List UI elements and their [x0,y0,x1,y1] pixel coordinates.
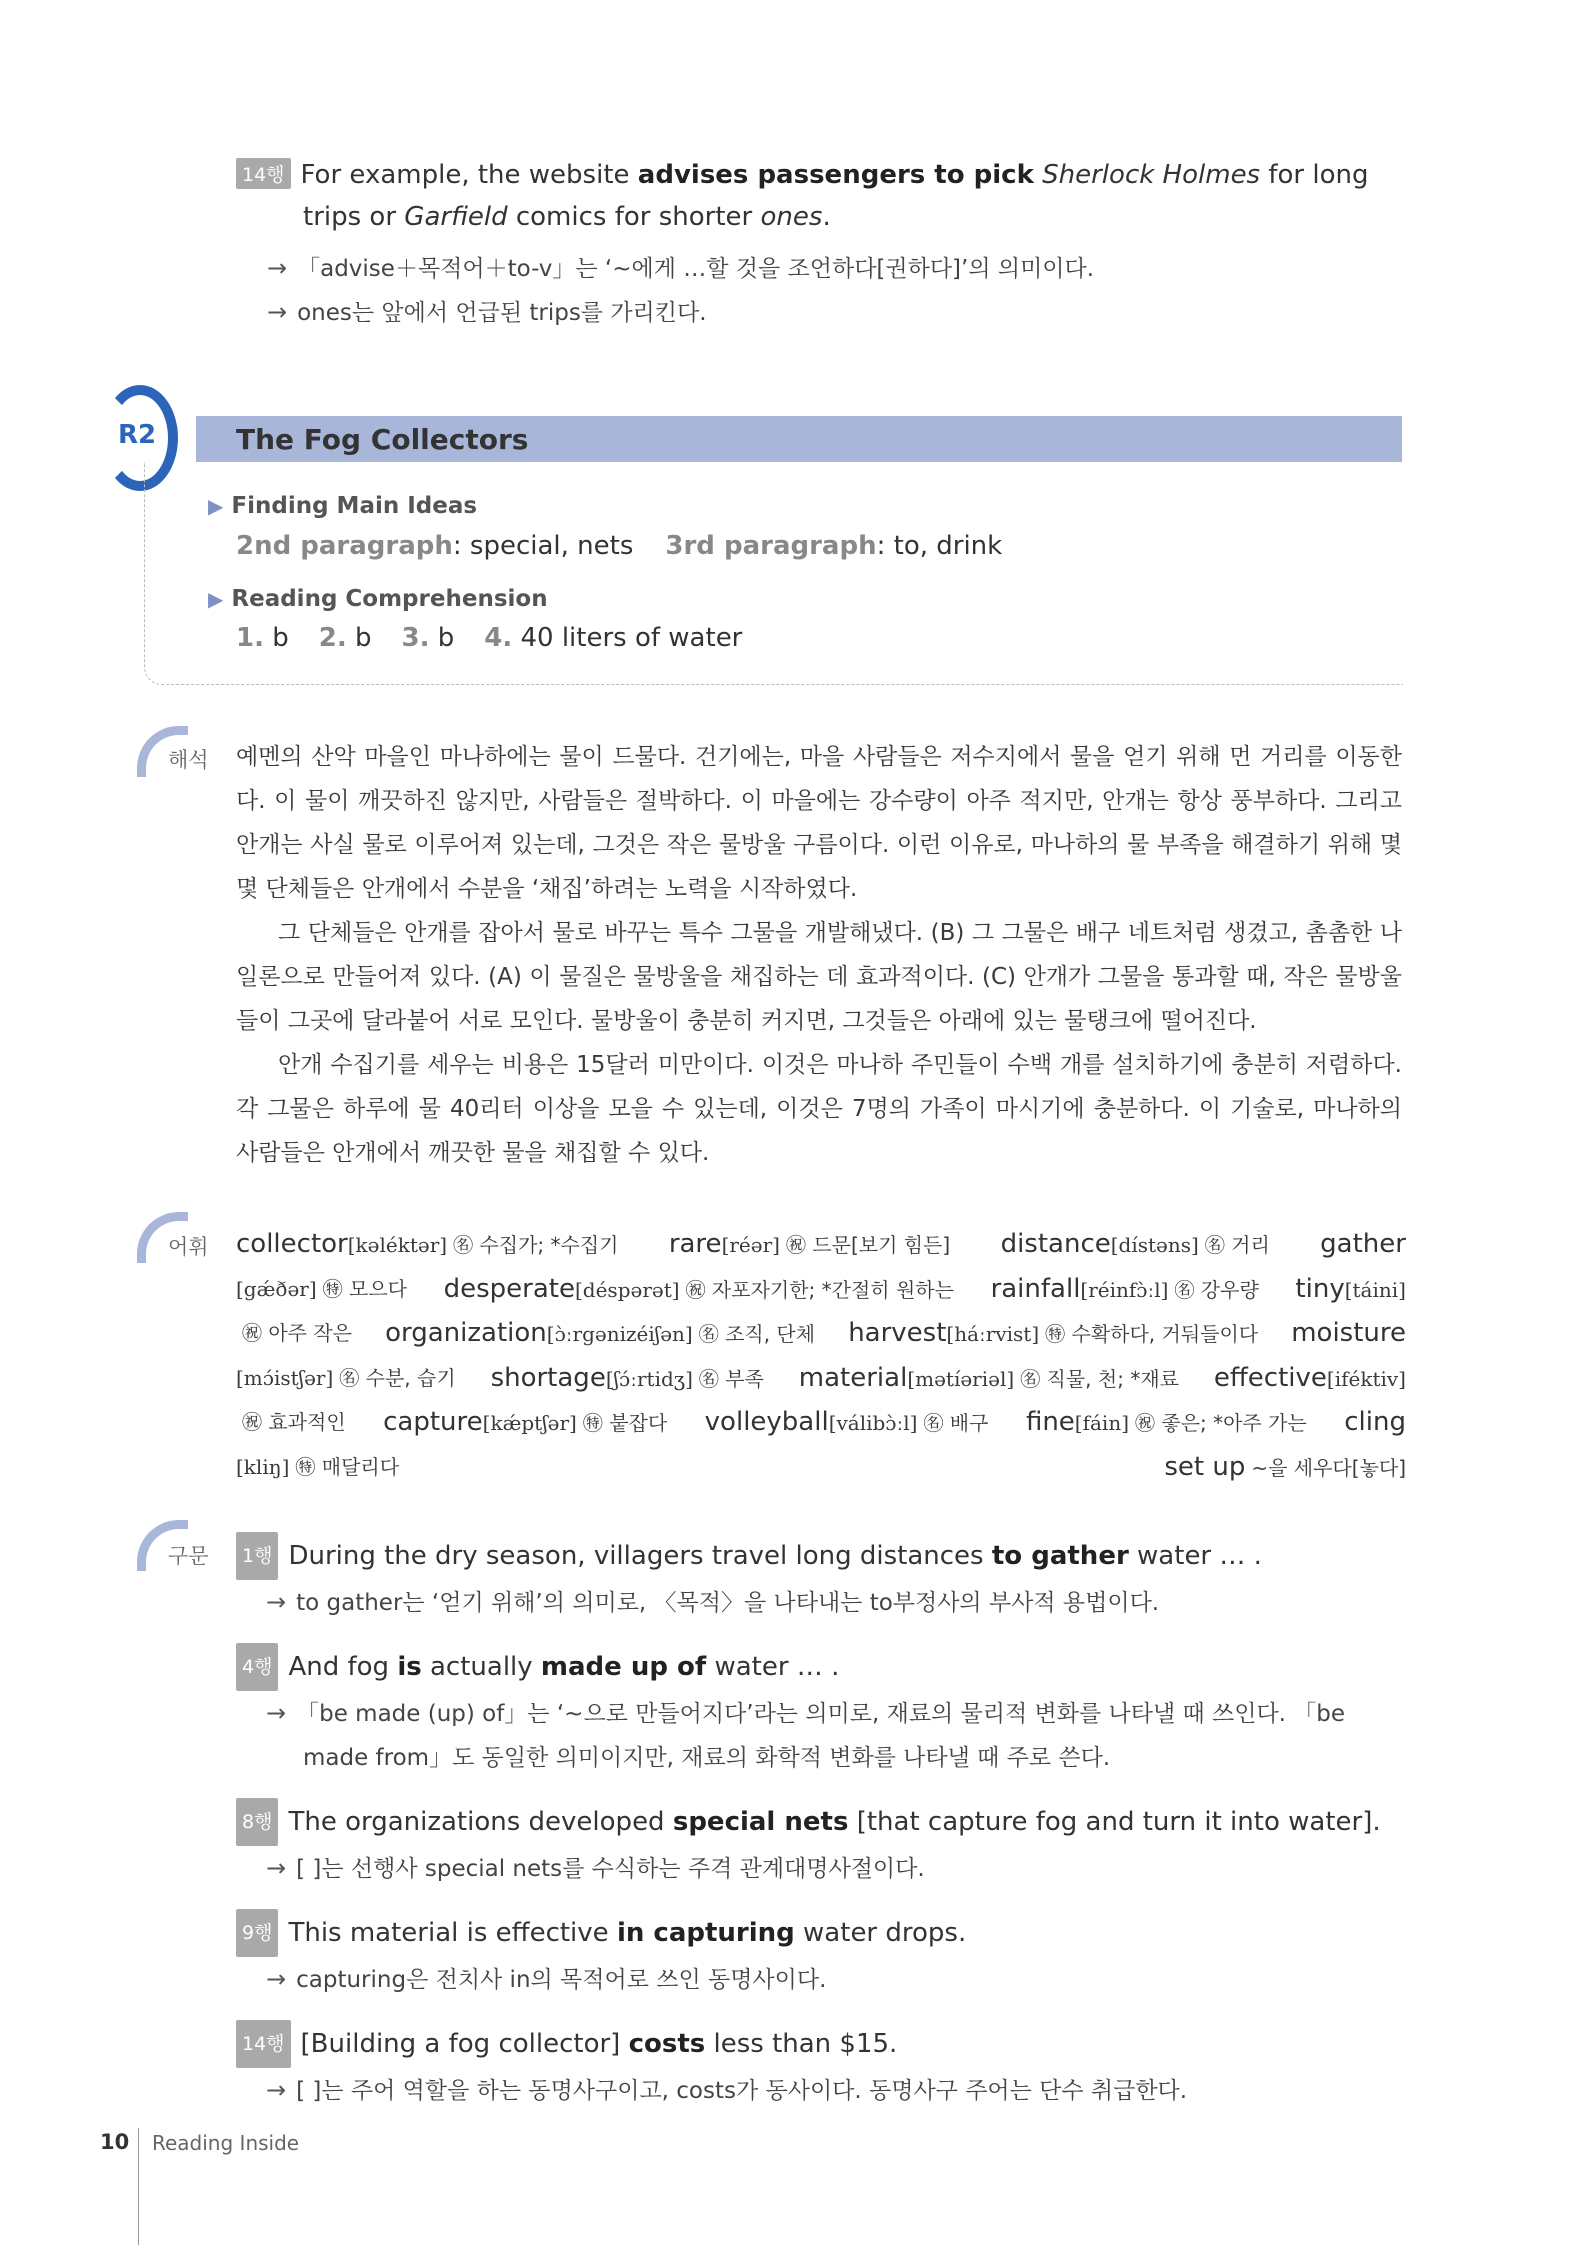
footer-divider [138,2128,139,2245]
line-ref-tag: 8행 [236,1798,278,1846]
vocab-entry [444,1267,954,1312]
top-sentence-line1: 14행 For example, the website advises passengers to pick Sherlock Holmes for long [236,158,1369,190]
vocab-entry [799,1356,1179,1401]
vocab-entry [1344,1400,1406,1445]
vocab-phonetic: [táini] [1344,1277,1406,1302]
syntax-text: The organizations developed [288,1807,673,1837]
vocab-word: moisture [1291,1318,1406,1348]
line-ref-tag: 14행 [236,2020,291,2068]
comprehension-heading: ▶ Reading Comprehension [208,586,548,612]
vocab-entry [236,1400,346,1445]
vocab-word: collector [236,1229,348,1259]
syntax-item [236,1798,1406,1891]
translation-body [236,735,1402,1175]
vocab-phonetic: [háːrvist] [946,1322,1040,1346]
syntax-sentence [236,1532,1406,1580]
syntax-text: water … . [706,1652,840,1682]
syntax-note: → [ ]는 선행사 special nets를 수식하는 주격 관계대명사절이다. [266,1854,925,1882]
page-number: 10 [100,2130,130,2154]
vocab-phonetic: [réinfɔ̀ːl] [1080,1277,1169,1302]
vocab-meaning: ㊔ 수분, 습기 [339,1365,456,1390]
vocab-phonetic: [ʃɔ́ːrtidʒ] [605,1366,693,1391]
vocab-entry [1026,1400,1307,1445]
vocab-meaning: ㊔ 직물, 천; *재료 [1020,1366,1179,1391]
vocab-entry [1320,1222,1406,1267]
vocab-meaning: ㊔ 거리 [1204,1233,1270,1257]
syntax-item [236,2020,1406,2113]
syntax-note: → to gather는 ‘얻기 위해’의 의미로, 〈목적〉을 나타내는 to부정사의 부사적 용법이다. [266,1588,1160,1616]
syntax-sentence [236,1798,1406,1846]
triangle-bullet-icon: ▶ [208,587,224,611]
vocab-entry [705,1400,989,1445]
vocab-phonetic: [déspərət] [574,1277,680,1302]
vocab-phonetic: [dístəns] [1110,1233,1199,1257]
vocab-phonetic: [kəléktər] [347,1233,448,1257]
vocab-entry [669,1222,950,1267]
vocab-meaning: ㊔ 부족 [698,1366,764,1391]
syntax-item [236,1909,1406,2002]
vocab-word: distance [1000,1229,1111,1259]
syntax-text: During the dry season, villagers travel long distances [288,1541,992,1571]
arrow-icon: → [267,298,288,326]
vocab-meaning: ㊕ 수확하다, 거둬들이다 [1045,1322,1259,1346]
syntax-note: → 「be made (up) of」는 ‘~으로 만들어지다’라는 의미로, 재료의 물리적 변화를 나타낼 때 쓰인다. 「be [266,1699,1346,1727]
book-title: Reading Inside [152,2131,300,2155]
vocab-line [236,1267,1406,1312]
arrow-icon: → [267,254,288,282]
vocab-meaning: ㊔ 배구 [923,1411,989,1435]
vocab-phonetic: [kliŋ] [236,1454,290,1479]
main-ideas-heading: ▶ Finding Main Ideas [208,493,478,519]
vocab-word: effective [1213,1362,1327,1393]
vocab-entry [1164,1445,1406,1490]
vocab-line [236,1400,1406,1445]
vocab-meaning: ㊗ 자포자기한; *간절히 원하는 [685,1277,954,1302]
vocab-word: material [798,1362,908,1393]
line-ref-tag: 9행 [236,1909,278,1957]
syntax-sentence [236,1643,1406,1691]
main-ideas-answers: 2nd paragraph: special, nets 3rd paragraph: to, drink [236,531,1003,561]
syntax-highlight: made up of [540,1652,707,1682]
vocab-phonetic: [mɔ́istʃər] [236,1365,334,1390]
vocab-phonetic: [válibɔ̀ːl] [828,1411,918,1435]
vocab-word: harvest [848,1318,947,1348]
syntax-text: less than $15. [705,2029,898,2059]
vocab-entry [848,1311,1258,1356]
vocab-meaning: ㊔ 수집가; *수집기 [453,1233,619,1257]
vocab-word: fine [1025,1407,1075,1437]
vocab-phonetic: [iféktiv] [1326,1366,1406,1391]
vocab-meaning: ㊔ 강우량 [1174,1277,1259,1302]
vocab-meaning: ㊔ 조직, 단체 [698,1322,816,1346]
syntax-note: → capturing은 전치사 in의 목적어로 쓰인 동명사이다. [266,1965,827,1993]
vocab-word: set up [1164,1451,1246,1482]
vocab-line [236,1356,1406,1401]
syntax-highlight: to gather [991,1541,1129,1571]
syntax-item [236,1643,1406,1780]
syntax-highlight: costs [628,2029,706,2059]
vocab-entry [1001,1222,1270,1267]
vocab-word: tiny [1295,1273,1345,1304]
vocab-entry [383,1400,667,1445]
vocab-entry [385,1311,815,1356]
vocab-word: desperate [443,1273,575,1304]
top-sentence-line2: trips or Garfield comics for shorter ones. [303,202,831,232]
vocab-meaning: ㊗ 효과적인 [242,1410,346,1434]
comprehension-answers: 1. b 2. b 3. b 4. 40 liters of water [236,623,743,653]
vocab-label: 어휘 [168,1235,209,1259]
syntax-text: water drops. [794,1918,967,1948]
line-ref-tag: 4행 [236,1643,278,1691]
vocab-word: rare [668,1229,722,1259]
vocab-phonetic: [réər] [721,1233,780,1257]
vocab-entry [1214,1356,1406,1401]
syntax-highlight: is [397,1652,422,1682]
line-ref-tag: 1행 [236,1532,278,1580]
vocab-word: organization [385,1318,547,1348]
vocab-phonetic: [ɔ̀ːrgənizéiʃən] [546,1322,693,1346]
translation-para-1: 예멘의 산악 마을인 마나하에는 물이 드물다. 건기에는, 마을 사람들은 저수지에서 물을 얻기 위해 먼 거리를 이동한다. 이 물이 깨끗하진 않지만, 사람들은 절박하다. 이 마을에는 강수량이 아주 적지만, 안개는 항상 풍부하다. 그리고 안개는 사실 물로 이루어져 있는데, 그것은 작은 물방울 구름이다. 이런 이유로, 마나하의 물 부족을 해결하기 위해 몇몇 단체들은 안개에서 수분을 ‘채집’하려는 노력을 시작하였다. [236,744,1402,902]
vocab-entry [236,1311,352,1356]
syntax-item [236,1532,1406,1625]
syntax-text: [that capture fog and turn it into water]. [848,1807,1381,1837]
vocab-phonetic: [fáin] [1074,1411,1130,1435]
syntax-highlight: special nets [672,1807,849,1837]
vocab-list [236,1222,1406,1489]
syntax-label: 구문 [168,1544,209,1568]
arrow-icon: → [266,1965,287,1993]
vocab-line [236,1311,1406,1356]
section-code: R2 [118,420,157,450]
top-note-2: → ones는 앞에서 언급된 trips를 가리킨다. [267,298,707,326]
syntax-sentence [236,1909,1406,1957]
vocab-entry [236,1356,456,1401]
vocab-line [236,1445,1406,1490]
vocab-word: cling [1344,1407,1406,1437]
vocab-entry [236,1267,407,1312]
top-note-1: → 「advise＋목적어＋to-v」는 ‘~에게 …할 것을 조언하다[권하다]’의 의미이다. [267,254,1095,282]
vocab-meaning: ㊗ 드문[보기 힘든] [785,1233,951,1257]
vocab-phonetic: [gǽðər] [236,1276,317,1301]
triangle-bullet-icon: ▶ [208,494,224,518]
vocab-meaning: ㊕ 붙잡다 [582,1411,668,1435]
vocab-meaning: ㊕ 모으다 [322,1276,407,1301]
vocab-phonetic: [kǽptʃər] [482,1411,577,1435]
syntax-text: actually [421,1652,541,1682]
line-ref-tag: 14행 [236,158,291,189]
vocab-meaning: ~을 세우다[놓다] [1251,1455,1406,1480]
arrow-icon: → [266,1854,287,1882]
section-title: The Fog Collectors [236,423,529,456]
syntax-note: → [ ]는 주어 역할을 하는 동명사구이고, costs가 동사이다. 동명사구 주어는 단수 취급한다. [266,2076,1188,2104]
arrow-icon: → [266,1588,287,1616]
section-title-bar [196,416,1402,462]
vocab-line [236,1222,1406,1267]
vocab-meaning: ㊕ 매달리다 [295,1454,400,1479]
translation-para-2: 그 단체들은 안개를 잡아서 물로 바꾸는 특수 그물을 개발해냈다. (B) 그 그물은 배구 네트처럼 생겼고, 촘촘한 나일론으로 만들어져 있다. (A) 이 물질은 물방울을 채집하는 데 효과적이다. (C) 안개가 그물을 통과할 때, 작은 물방울들이 그곳에 달라붙어 서로 모인다. 물방울이 충분히 커지면, 그것들은 아래에 있는 물탱크에 떨어진다. [236,920,1402,1034]
vocab-entry [1295,1267,1406,1312]
vocab-entry [236,1445,399,1490]
syntax-text: And fog [288,1652,398,1682]
vocab-word: shortage [490,1362,606,1393]
syntax-note: made from」도 동일한 의미이지만, 재료의 화학적 변화를 나타낼 때 주로 쓴다. [303,1745,1111,1771]
syntax-list [236,1532,1406,2131]
syntax-highlight: in capturing [616,1918,795,1948]
arrow-icon: → [266,2076,287,2104]
vocab-meaning: ㊗ 아주 작은 [242,1321,352,1345]
vocab-entry [236,1222,618,1267]
syntax-sentence [236,2020,1406,2068]
vocab-word: rainfall [990,1273,1081,1304]
vocab-entry [991,1267,1259,1312]
translation-para-3: 안개 수집기를 세우는 비용은 15달러 미만이다. 이것은 마나하 주민들이 수백 개를 설치하기에 충분히 저렴하다. 각 그물은 하루에 물 40리터 이상을 모을 수 있는데, 이것은 7명의 가족이 마시기에 충분하다. 이 기술로, 마나하의 사람들은 안개에서 깨끗한 물을 채집할 수 있다. [236,1052,1402,1166]
vocab-meaning: ㊗ 좋은; *아주 가는 [1135,1411,1307,1435]
translation-label: 해석 [168,748,209,772]
vocab-phonetic: [mətíəriəl] [907,1366,1015,1391]
syntax-text: water … . [1128,1541,1262,1571]
vocab-entry [1291,1311,1406,1356]
vocab-word: volleyball [704,1407,829,1437]
arrow-icon: → [266,1699,287,1727]
vocab-entry [491,1356,764,1401]
vocab-word: gather [1320,1229,1406,1259]
syntax-text: This material is effective [288,1918,617,1948]
syntax-text: [Building a fog collector] [300,2029,629,2059]
vocab-word: capture [383,1407,483,1437]
